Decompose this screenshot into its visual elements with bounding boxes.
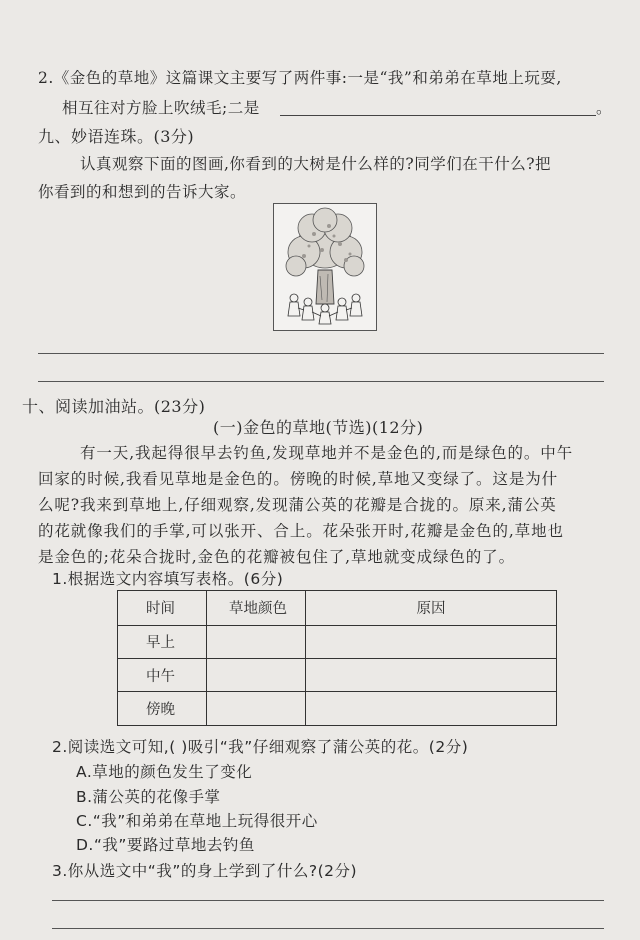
table-header: 草地颜色 [207, 591, 306, 626]
answer-line[interactable] [52, 928, 604, 929]
section9-prompt-line2: 你看到的和想到的告诉大家。 [38, 183, 247, 201]
answer-line[interactable] [52, 900, 604, 901]
option-b[interactable]: B.蒲公英的花像手掌 [76, 788, 221, 806]
table-row-label: 中午 [118, 658, 207, 691]
passage-line: 有一天,我起得很早去钓鱼,发现草地并不是金色的,而是绿色的。中午 [80, 444, 574, 462]
section10-title: 十、阅读加油站。(23分) [22, 397, 206, 416]
answer-line[interactable] [38, 353, 604, 354]
option-a[interactable]: A.草地的颜色发生了变化 [76, 763, 253, 781]
tree-icon [274, 204, 376, 330]
question-3: 3.你从选文中“我”的身上学到了什么?(2分) [52, 862, 358, 880]
table-cell-reason[interactable] [306, 625, 557, 658]
table-row-label: 傍晚 [118, 692, 207, 726]
answer-blank[interactable] [280, 115, 596, 116]
answer-table [117, 590, 557, 726]
table-cell-color[interactable] [207, 625, 306, 658]
table-row [118, 658, 557, 691]
question-2: 2.阅读选文可知,( )吸引“我”仔细观察了蒲公英的花。(2分) [52, 738, 469, 756]
table-header: 原因 [306, 591, 557, 626]
passage-line: 么呢?我来到草地上,仔细观察,发现蒲公英的花瓣是合拢的。原来,蒲公英 [38, 496, 557, 514]
q2-prev-line2-prefix: 相互往对方脸上吹绒毛;二是 [62, 99, 260, 117]
passage-line: 回家的时候,我看见草地是金色的。傍晚的时候,草地又变绿了。这是为什 [38, 470, 559, 488]
table-cell-reason[interactable] [306, 658, 557, 691]
option-c[interactable]: C.“我”和弟弟在草地上玩得很开心 [76, 812, 318, 830]
table-cell-reason[interactable] [306, 692, 557, 726]
option-d[interactable]: D.“我”要路过草地去钓鱼 [76, 836, 255, 854]
table-row [118, 692, 557, 726]
table-row [118, 625, 557, 658]
table-cell-color[interactable] [207, 658, 306, 691]
table-header-row [118, 591, 557, 626]
passage-line: 是金色的;花朵合拢时,金色的花瓣被包住了,草地就变成绿色的了。 [38, 548, 515, 566]
answer-line[interactable] [38, 381, 604, 382]
passage-line: 的花就像我们的手掌,可以张开、合上。花朵张开时,花瓣是金色的,草地也 [38, 522, 564, 540]
section9-title: 九、妙语连珠。(3分) [38, 127, 195, 146]
section9-prompt-line1: 认真观察下面的图画,你看到的大树是什么样的?同学们在干什么?把 [80, 155, 552, 173]
question-1: 1.根据选文内容填写表格。(6分) [52, 570, 284, 588]
q2-prev-line1: 2.《金色的草地》这篇课文主要写了两件事:一是“我”和弟弟在草地上玩耍, [38, 69, 562, 87]
tree-illustration [273, 203, 377, 331]
table-header: 时间 [118, 591, 207, 626]
q2-prev-line2-suffix: 。 [596, 99, 613, 117]
passage-title: (一)金色的草地(节选)(12分) [213, 418, 424, 437]
table-cell-color[interactable] [207, 692, 306, 726]
table-row-label: 早上 [118, 625, 207, 658]
